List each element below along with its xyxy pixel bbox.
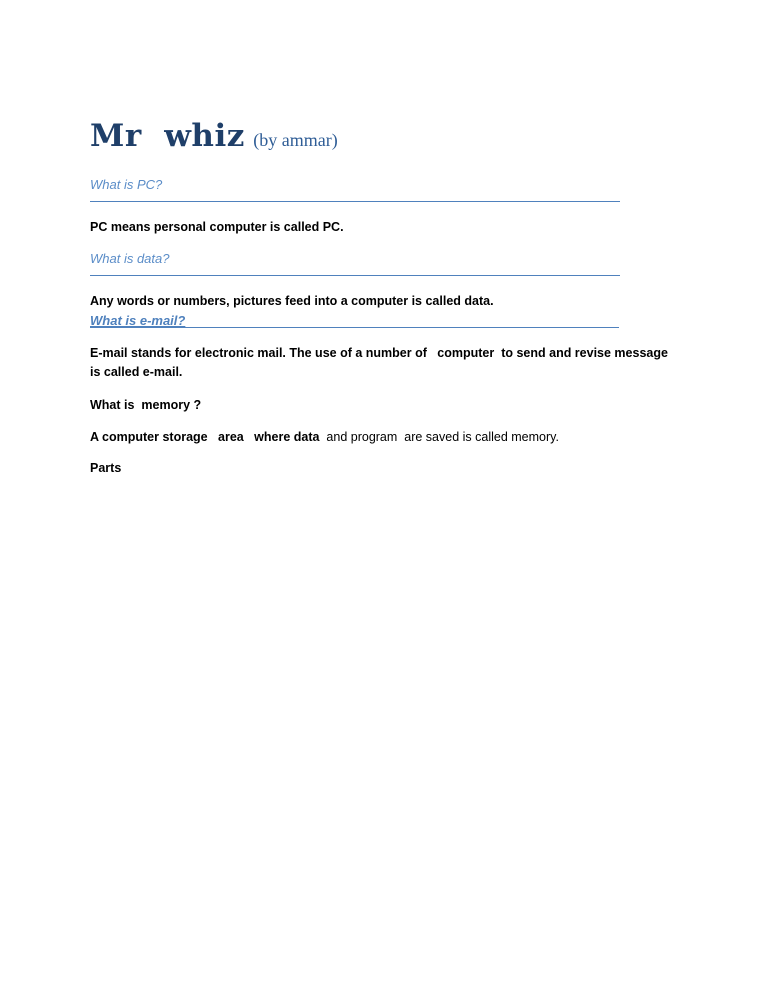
heading-rule (90, 327, 619, 328)
document-subtitle: (by ammar) (253, 130, 338, 150)
answer-memory (90, 428, 670, 447)
question-memory: What is memory ? (90, 398, 202, 412)
trailing-text: Parts (90, 461, 122, 475)
document-title: Mr whiz (90, 118, 245, 154)
heading-rule (90, 275, 620, 276)
answer-pc: PC means personal computer is called PC. (90, 220, 344, 234)
question-heading-email: What is e-mail? (90, 313, 186, 328)
answer-email: E-mail stands for electronic mail. The use of a number of computer to send and revise message is called e-mail. (90, 346, 672, 379)
question-heading-pc: What is PC? (90, 177, 163, 192)
question-heading-data: What is data? (90, 251, 170, 266)
title-row (90, 118, 338, 154)
answer-memory-normal: and program are saved is called memory. (322, 430, 559, 444)
answer-data: Any words or numbers, pictures feed into a computer is called data. (90, 294, 494, 308)
heading-rule (90, 201, 620, 202)
answer-memory-bold: A computer storage area where data (90, 430, 323, 444)
